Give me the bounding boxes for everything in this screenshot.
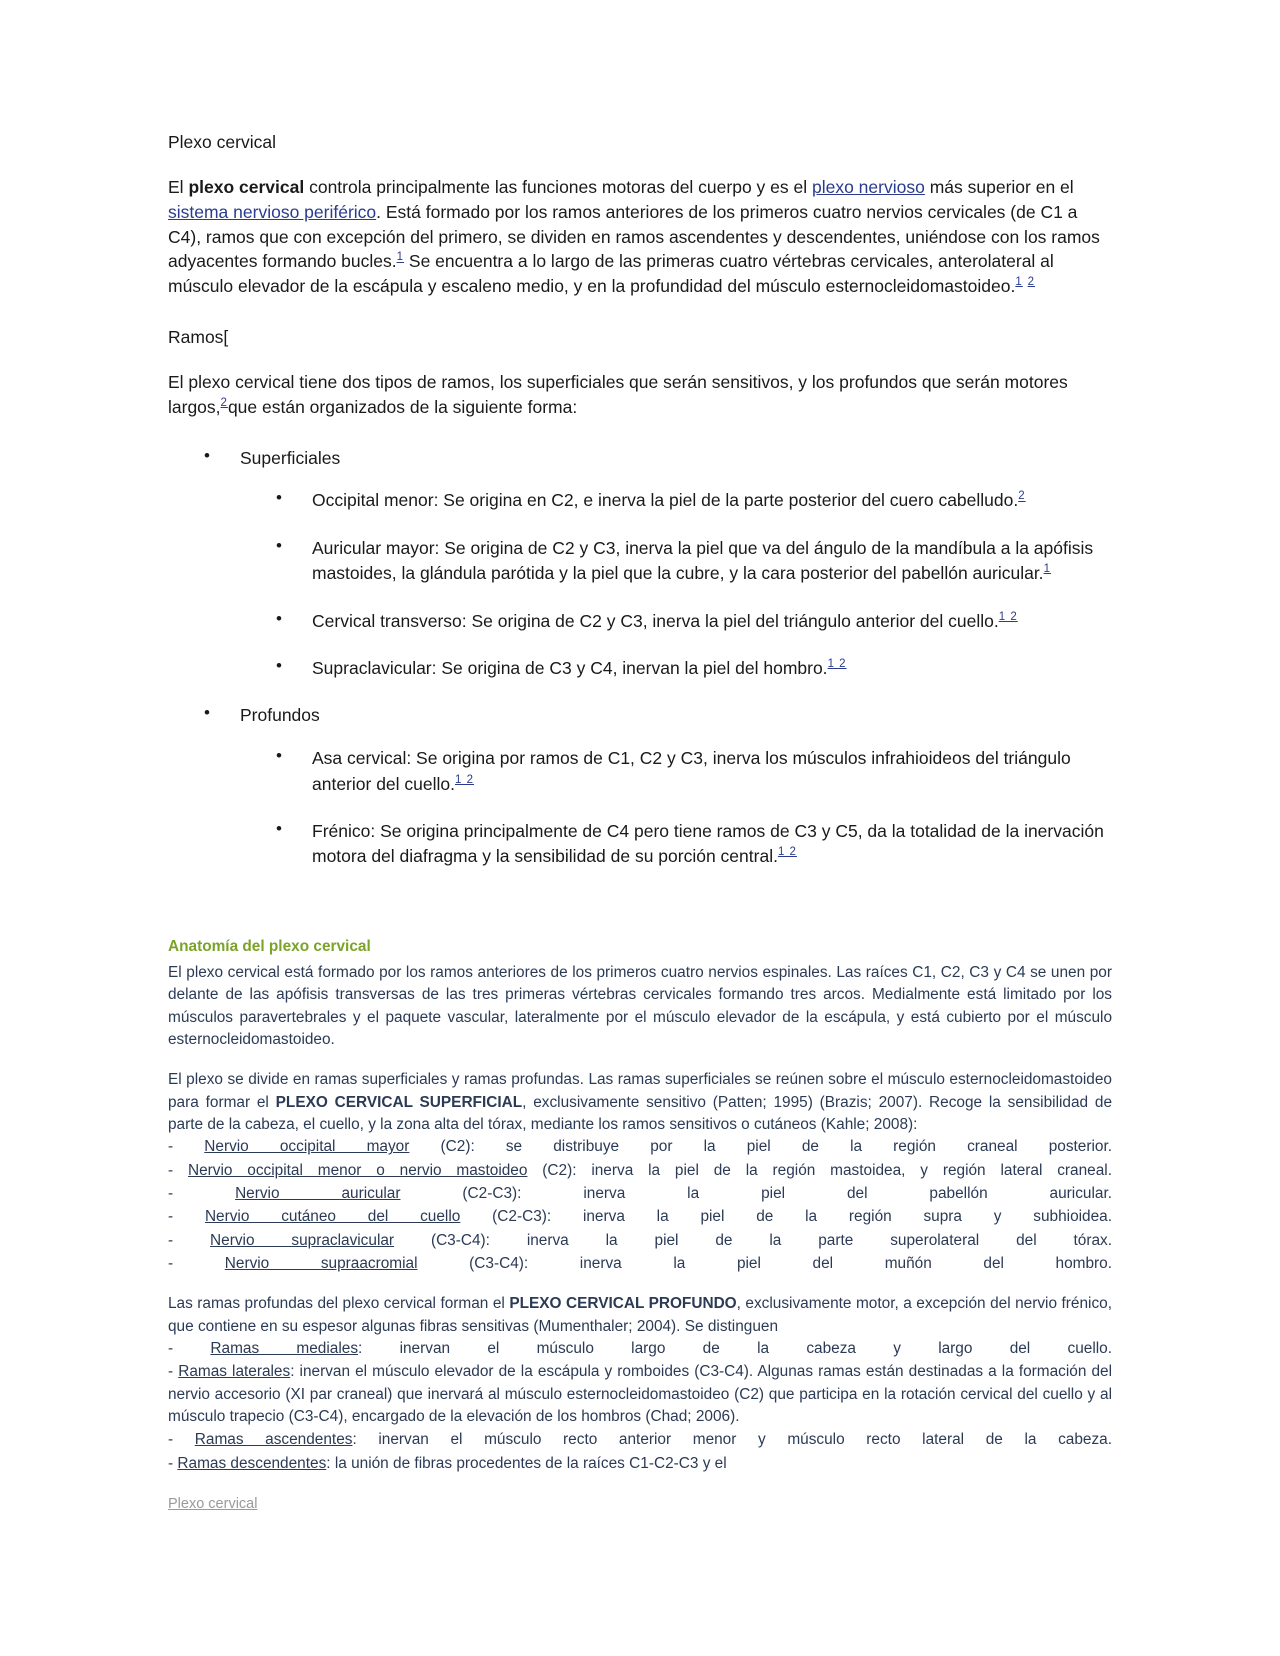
branch-text: Auricular mayor: Se origina de C2 y C3, inerva la piel que va del ángulo de la mandíbula a la apófisis mastoides, la glándula parótida y la piel que la cubre, y la cara posterior del pabellón auricular. bbox=[312, 537, 1094, 584]
profundos-sublist bbox=[240, 746, 1112, 870]
para3-seg-1: Las ramas profundas del plexo cervical forman el bbox=[168, 1295, 510, 1313]
branch-text: Supraclavicular: Se origina de C3 y C4, inervan la piel del hombro. bbox=[312, 657, 828, 678]
reference-marker[interactable]: 2 bbox=[1027, 276, 1036, 289]
nerve-desc: (C2-C3): inerva la piel de la región supra y subhioidea. bbox=[492, 1208, 1113, 1226]
reference-marker[interactable]: 1 bbox=[1015, 276, 1023, 289]
ramos-intro-paragraph bbox=[168, 370, 1112, 420]
list-item: - Nervio occipital mayor (C2): se distribuye por la piel de la región craneal posterior. bbox=[168, 1138, 1113, 1156]
list-item bbox=[276, 819, 1112, 870]
anatomy-paragraph-3 bbox=[168, 1293, 1112, 1338]
nerve-desc: (C3-C4): inerva la piel de la parte superolateral del tórax. bbox=[430, 1231, 1112, 1249]
ramos-intro-seg-2: que están organizados de la siguiente forma: bbox=[227, 396, 578, 417]
nerve-name: Nervio supraacromial bbox=[224, 1254, 418, 1272]
nerve-desc: (C2-C3): inerva la piel del pabellón auricular. bbox=[462, 1184, 1113, 1202]
anatomy-paragraph-1: El plexo cervical está formado por los ramos anteriores de los primeros cuatro nervios espinales. Las raíces C1, C2, C3 y C4 se unen por delante de las apófisis transversas de las tres primeras vértebras cervicales formando tres arcos. Medialmente está limitado por los músculos paravertebrales y el paquete vascular, lateralmente por el músculo elevador de la escápula, y está cubierto por el músculo esternocleidomastoideo. bbox=[168, 963, 1112, 1048]
nerve-desc: (C2): se distribuye por la piel de la región craneal posterior. bbox=[440, 1138, 1113, 1156]
wiki-section bbox=[168, 130, 1112, 870]
list-item bbox=[276, 746, 1112, 797]
page-title: Plexo cervical bbox=[168, 132, 276, 152]
intro-seg-1: El bbox=[168, 176, 189, 197]
para2-seg-2: , exclusivamente sensitivo (Patten; 1995) (Brazis; 2007). Recoge la sensibilidad de parte de la cabeza, el cuello, y la zona alta del tórax, mediante los ramos sensitivos o cutáneos (Kahle; 2008): bbox=[168, 1093, 1113, 1133]
nerve-desc: (C2): inerva la piel de la región mastoidea, y región lateral craneal. bbox=[542, 1161, 1112, 1179]
link-plexo-nervioso[interactable]: plexo nervioso bbox=[811, 176, 925, 197]
intro-paragraph bbox=[168, 175, 1112, 299]
branch-desc: : inervan el músculo recto anterior menor y músculo recto lateral de la cabeza. bbox=[352, 1431, 1113, 1449]
branch-text: Occipital menor: Se origina en C2, e inerva la piel de la parte posterior del cuero cabelludo. bbox=[312, 490, 1019, 511]
nerve-name: Nervio occipital mayor bbox=[204, 1138, 410, 1156]
branch-text: Cervical transverso: Se origina de C2 y C3, inerva la piel del triángulo anterior del cuello. bbox=[312, 610, 999, 631]
list-item: - Ramas ascendentes: inervan el músculo recto anterior menor y músculo recto lateral de la cabeza. bbox=[168, 1431, 1113, 1449]
branch-text: Asa cervical: Se origina por ramos de C1, C2 y C3, inerva los músculos infrahioideos del triángulo anterior del cuello. bbox=[312, 748, 1071, 794]
reference-marker[interactable]: 1 2 bbox=[455, 773, 474, 786]
document-body bbox=[168, 130, 1112, 1515]
para2-seg-1: El plexo se divide en ramas superficiales y ramas profundas. Las ramas superficiales se reúnen sobre el músculo esternocleidomastoideo para formar el bbox=[168, 1071, 1112, 1111]
branch-name: Ramas descendentes bbox=[177, 1454, 327, 1472]
reference-marker[interactable]: 2 bbox=[220, 396, 228, 409]
list-item: - Nervio supraclavicular (C3-C4): inerva la piel de la parte superolateral del tórax. bbox=[168, 1231, 1112, 1249]
section-heading-ramos: Ramos[ bbox=[168, 327, 229, 348]
list-item: - Nervio cutáneo del cuello (C2-C3): inerva la piel de la región supra y subhioidea. bbox=[168, 1208, 1113, 1226]
anatomy-heading: Anatomía del plexo cervical bbox=[168, 937, 371, 955]
reference-marker[interactable]: 1 bbox=[1043, 563, 1051, 576]
intro-seg-3: más superior en el bbox=[924, 176, 1074, 197]
para3-seg-2: , exclusivamente motor, a excepción del nervio frénico, que contiene en su espesor algunas fibras sensitivas (Mumenthaler; 2004). Se distinguen bbox=[168, 1295, 1112, 1335]
anatomy-article bbox=[168, 936, 1112, 1516]
branch-desc: : inervan el músculo elevador de la escápula y romboides (C3-C4). Algunas ramas están destinadas a la formación del nervio accesorio (XI par craneal) que inervará al músculo esternocleidomastoideo (C2) que participa en la rotación cervical del cuello y al músculo trapecio (C3-C4), encargado de la elevación de los hombros (Chad; 2006). bbox=[168, 1363, 1112, 1425]
link-sistema-nervioso-periferico[interactable]: sistema nervioso periférico bbox=[168, 201, 377, 222]
list-item: - Nervio occipital menor o nervio mastoideo (C2): inerva la piel de la región mastoidea, y región lateral craneal. bbox=[168, 1161, 1112, 1179]
group-label-profundos: • Profundos bbox=[240, 705, 320, 726]
reference-marker[interactable]: 1 2 bbox=[998, 610, 1018, 623]
footer-source-link[interactable]: Plexo cervical bbox=[168, 1495, 258, 1512]
list-item: - Ramas descendentes: la unión de fibras procedentes de la raíces C1-C2-C3 y el bbox=[168, 1454, 727, 1472]
plexo-superficial-term: PLEXO CERVICAL SUPERFICIAL bbox=[275, 1093, 523, 1111]
superficiales-sublist bbox=[240, 488, 1112, 681]
list-item bbox=[276, 656, 1112, 681]
branch-desc: : la unión de fibras procedentes de la raíces C1-C2-C3 y el bbox=[326, 1454, 727, 1472]
reference-marker[interactable]: 1 2 bbox=[777, 846, 797, 859]
plexo-profundo-term: PLEXO CERVICAL PROFUNDO bbox=[509, 1295, 737, 1313]
intro-seg-4: . Está formado por los ramos anteriores de los primeros cuatro nervios cervicales (de C1 a C4), ramos que con excepción del primero, se dividen en ramos ascendentes y descendentes, uniéndose con los ramos adyacentes formando bucles. bbox=[168, 201, 1100, 272]
intro-bold-term: plexo cervical bbox=[188, 176, 305, 197]
branch-name: Ramas laterales bbox=[178, 1363, 291, 1381]
nerve-name: Nervio occipital menor o nervio mastoideo bbox=[187, 1161, 528, 1179]
intro-seg-5: Se encuentra a lo largo de las primeras cuatro vértebras cervicales, anterolateral al músculo elevador de la escápula y escaleno medio, y en la profundidad del músculo esternocleidomastoideo. bbox=[168, 251, 1054, 297]
list-item: - Ramas laterales: inervan el músculo elevador de la escápula y romboides (C3-C4). Algunas ramas están destinadas a la formación del nervio accesorio (XI par craneal) que inervará al músculo esternocleidomastoideo (C2) que participa en la rotación cervical del cuello y al músculo trapecio (C3-C4), encargado de la elevación de los hombros (Chad; 2006). bbox=[168, 1363, 1112, 1425]
list-item bbox=[204, 446, 1112, 682]
intro-seg-2: controla principalmente las funciones motoras del cuerpo y es el bbox=[304, 176, 812, 197]
branch-desc: : inervan el músculo largo de la cabeza y largo del cuello. bbox=[358, 1339, 1112, 1357]
list-item bbox=[276, 536, 1112, 587]
list-item: - Nervio supraacromial (C3-C4): inerva la piel del muñón del hombro. bbox=[168, 1254, 1113, 1272]
group-label-superficiales: • Superficiales bbox=[240, 447, 341, 468]
list-item bbox=[276, 488, 1112, 513]
list-item: - Nervio auricular (C2-C3): inerva la piel del pabellón auricular. bbox=[168, 1184, 1113, 1202]
anatomy-paragraph-2 bbox=[168, 1069, 1112, 1136]
nerve-name: Nervio cutáneo del cuello bbox=[204, 1208, 461, 1226]
reference-marker[interactable]: 2 bbox=[1018, 490, 1026, 503]
branch-name: Ramas ascendentes bbox=[194, 1431, 353, 1449]
deep-branch-list bbox=[168, 1338, 1112, 1475]
branch-name: Ramas mediales bbox=[210, 1339, 359, 1357]
branch-text: Frénico: Se origina principalmente de C4 pero tiene ramos de C3 y C5, da la totalidad de la inervación motora del diafragma y la sensibilidad de su porción central. bbox=[312, 820, 1104, 867]
list-item bbox=[204, 703, 1112, 869]
list-item: - Ramas mediales: inervan el músculo largo de la cabeza y largo del cuello. bbox=[168, 1339, 1112, 1357]
ramos-list bbox=[168, 446, 1112, 870]
reference-marker[interactable]: 1 2 bbox=[827, 658, 847, 671]
list-item bbox=[276, 609, 1112, 634]
superficial-branch-list bbox=[168, 1136, 1112, 1275]
nerve-name: Nervio supraclavicular bbox=[210, 1231, 395, 1249]
reference-marker[interactable]: 1 bbox=[396, 251, 405, 264]
nerve-desc: (C3-C4): inerva la piel del muñón del hombro. bbox=[469, 1254, 1113, 1272]
nerve-name: Nervio auricular bbox=[235, 1184, 401, 1202]
ramos-intro-seg-1: El plexo cervical tiene dos tipos de ramos, los superficiales que serán sensitivos, y los profundos que serán motores largos, bbox=[168, 371, 1068, 417]
